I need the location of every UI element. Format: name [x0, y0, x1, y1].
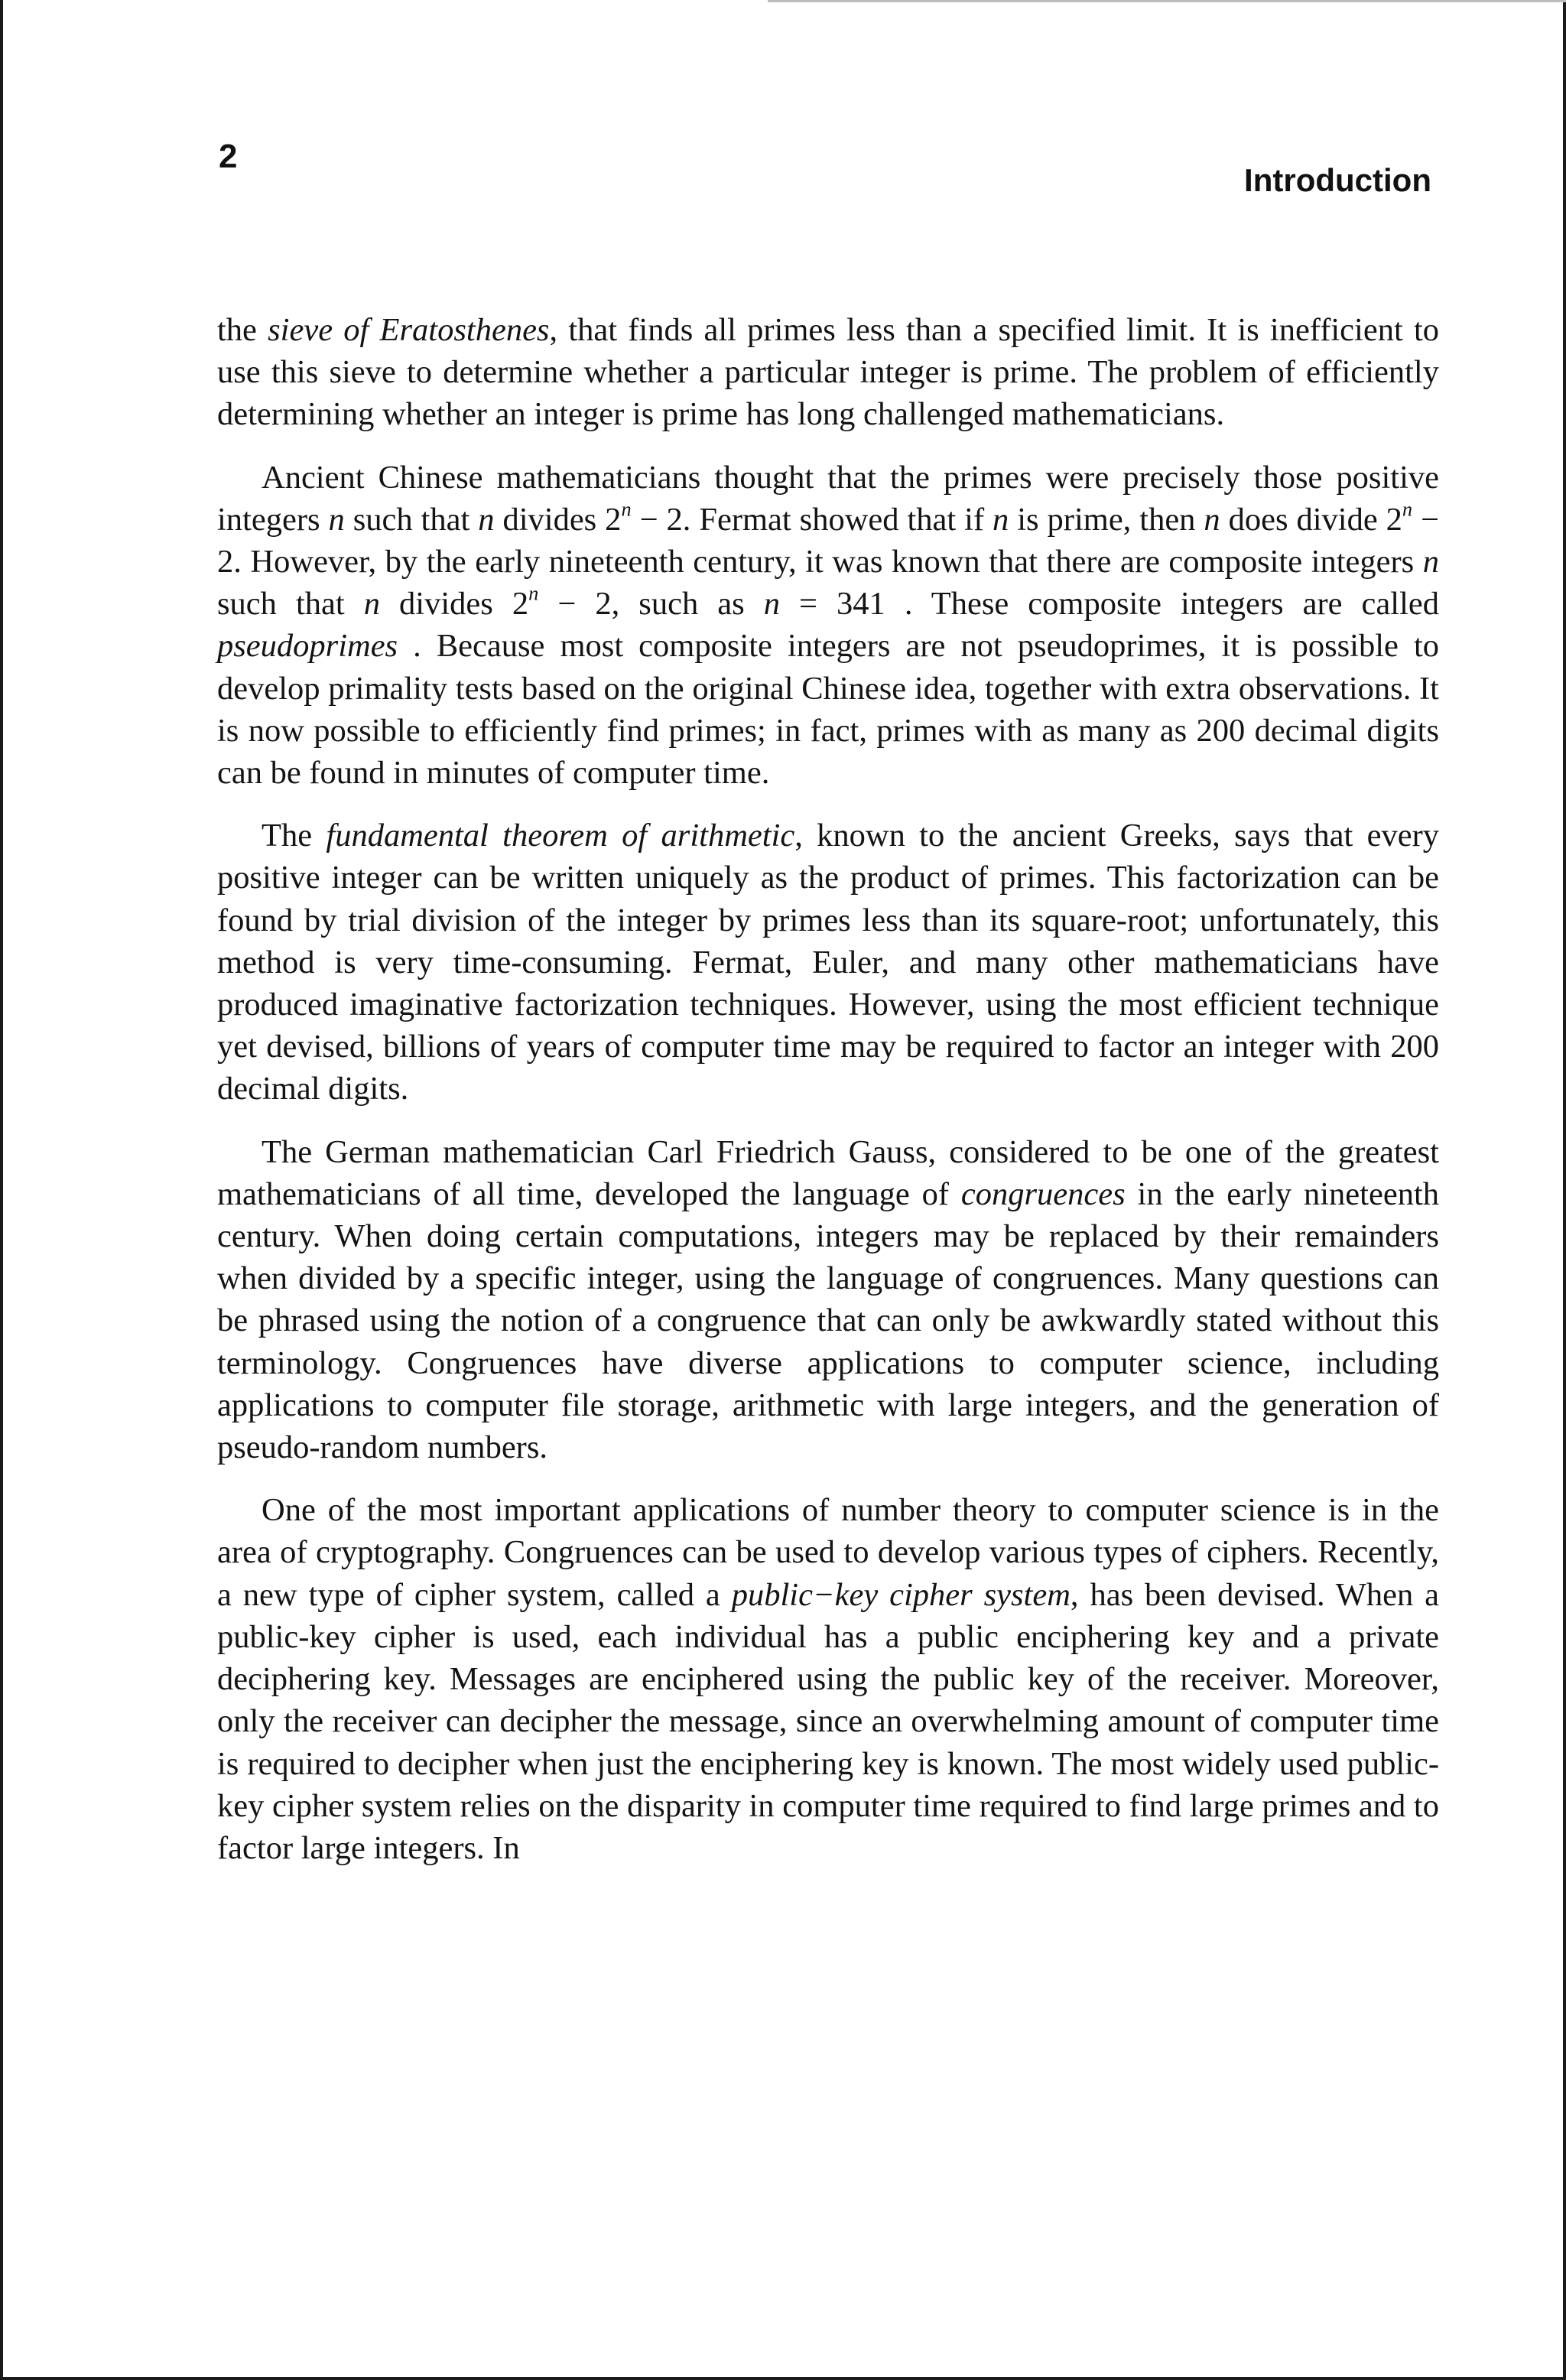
running-head: Introduction: [1244, 162, 1431, 198]
text-run: , that finds all primes less than a specified limit. It is inefficient to use this sieve to determine whether a particular integer is prime. The problem of efficiently determining whether an integer is prime has long challenged mathematicians.: [217, 312, 1440, 433]
scan-edge-rule: [768, 0, 1566, 2]
math-variable: n: [763, 586, 780, 623]
text-run: in the early nineteenth century. When doing certain computations, integers may be replaced by their remainders when divided by a specific integer, using the language of congruences. Many questions can be phrased using the notion of a congruence that can only be awkwardly stated without this terminology. Congruences have diverse applications to computer science, including applications to computer file storage, arithmetic with large integers, and the generation of pseudo-random numbers.: [217, 1175, 1439, 1466]
paragraph-pseudoprimes: [217, 457, 1439, 795]
text-run: Ancient Chinese mathematicians thought that the primes were precisely those positive integers: [217, 459, 1439, 538]
paragraph-congruences: [217, 1131, 1439, 1469]
text-run: . Because most composite integers are not pseudoprimes, it is possible to develop primality tests based on the original Chinese idea, together with extra observations. It is now possible to efficiently find primes; in fact, primes with as many as 200 decimal digits can be found in minutes of computer time.: [217, 628, 1439, 792]
text-run: divides 2: [380, 586, 529, 623]
math-exponent: n: [1402, 498, 1413, 521]
text-run: divides 2: [494, 501, 622, 538]
math-variable: n: [363, 586, 380, 623]
paragraph-sieve: [217, 309, 1439, 436]
text-run: such that: [217, 586, 364, 623]
term-sieve-of-eratosthenes: sieve of Eratosthenes: [268, 312, 550, 348]
text-run: , known to the ancient Greeks, says that every positive integer can be written uniquely as the product of primes. This factorization can be found by trial division of the integer by primes less than its square-root; unfortunately, this method is very time-consuming. Fermat, Euler, and many other mathematicians have produced imaginative factorization techniques. However, using the most efficient technique yet devised, billions of years of computer time may be required to factor an integer with 200 decimal digits.: [217, 818, 1439, 1107]
term-fundamental-theorem: fundamental theorem of arithmetic: [326, 818, 795, 854]
math-variable: n: [1204, 501, 1220, 538]
text-run: , has been devised. When a public-key cipher is used, each individual has a public enciphering key and a private deciphering key. Messages are enciphered using the public key of the receiver. Moreover, only the receiver can decipher the message, since an overwhelming amount of computer time is required to decipher when just the enciphering key is known. The most widely used public-key cipher system relies on the disparity in computer time required to find large primes and to factor large integers. In: [217, 1576, 1439, 1866]
text-run: The: [262, 818, 327, 854]
text-run: = 341 . These composite integers are called: [779, 586, 1439, 623]
math-variable: n: [1422, 544, 1439, 580]
math-exponent: n: [621, 498, 632, 521]
paragraph-fundamental-theorem: [217, 814, 1439, 1110]
term-pseudoprimes: pseudoprimes: [217, 628, 398, 665]
text-run: is prime, then: [1009, 501, 1204, 538]
text-run: does divide 2: [1220, 501, 1402, 538]
term-congruences: congruences: [960, 1175, 1126, 1212]
math-variable: n: [478, 501, 495, 538]
math-variable: n: [993, 501, 1009, 538]
text-run: − 2. However, by the early nineteenth century, it was known that there are composite integers: [217, 501, 1439, 580]
text-run: − 2. Fermat showed that if: [631, 501, 993, 538]
math-variable: n: [328, 501, 345, 538]
paragraph-cryptography: [217, 1489, 1439, 1869]
body-text: [217, 309, 1439, 1890]
math-exponent: n: [528, 582, 539, 605]
text-run: such that: [344, 501, 479, 538]
text-run: − 2, such as: [538, 586, 764, 623]
text-run: One of the most important applications of number theory to computer science is in the area of cryptography. Congruences can be used to develop various types of ciphers. Recently, a new type of cipher system, called a: [217, 1492, 1439, 1613]
term-public-key-cipher-system: public−key cipher system: [731, 1576, 1071, 1613]
page-number: 2: [219, 138, 238, 175]
text-run: The German mathematician Carl Friedrich Gauss, considered to be one of the greatest mathematicians of all time, developed the language of: [217, 1133, 1439, 1212]
text-run: the: [217, 312, 268, 348]
